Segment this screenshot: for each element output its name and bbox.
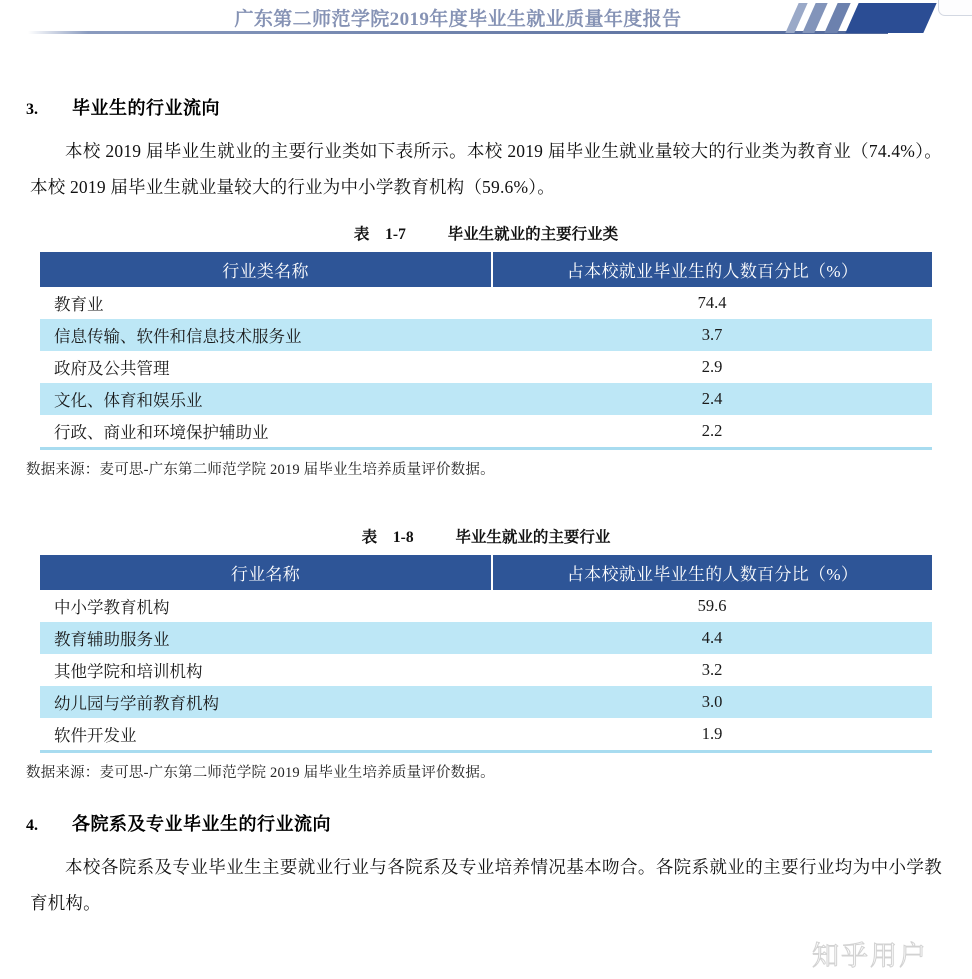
section-number-4: 4.	[26, 816, 38, 834]
table-1-8-r0-name: 中小学教育机构	[54, 597, 170, 617]
table-row	[40, 287, 932, 319]
table-1-7-caption	[0, 222, 972, 244]
page-running-header	[0, 0, 972, 46]
table-1-8-caption	[0, 525, 972, 547]
table-1-8-r0-value: 59.6	[697, 595, 727, 615]
table-1-7-caption-text: 毕业生就业的主要行业类	[447, 225, 619, 243]
table-row	[40, 351, 932, 383]
table-1-7-r1-value: 3.7	[492, 319, 932, 351]
table-1-7	[40, 252, 932, 450]
table-1-8-caption-text: 毕业生就业的主要行业	[455, 528, 611, 546]
watermark: 知乎用户	[812, 941, 928, 971]
table-1-8-caption-label: 表	[361, 528, 378, 546]
table-row	[40, 383, 932, 415]
section-4-paragraph: 本校各院系及专业毕业生主要就业行业与各院系及专业培养情况基本吻合。各院系就业的主要行业均为中小学教育机构。	[30, 856, 942, 913]
table-1-7-header-row	[40, 252, 932, 287]
table-1-7-r4-value: 2.2	[492, 415, 932, 449]
table-1-7-r2-value: 2.9	[701, 356, 723, 376]
table-1-7-col-percent: 占本校就业毕业生的人数百分比（%）	[492, 252, 932, 287]
table-1-8-r3-value: 3.0	[492, 686, 932, 718]
table-1-7-r3-value: 2.4	[492, 383, 932, 415]
table-row	[40, 415, 932, 449]
table-1-7-col-name: 行业类名称	[40, 252, 492, 287]
table-row	[40, 718, 932, 752]
table-1-7-r0-value: 74.4	[697, 292, 727, 312]
deco-block	[845, 3, 936, 33]
section-heading-4	[26, 810, 972, 836]
table-1-7-source-note: 数据来源：麦可思-广东第二师范学院 2019 届毕业生培养质量评价数据。	[26, 461, 495, 478]
section-title-3: 毕业生的行业流向	[72, 98, 220, 118]
table-1-7-r4-name: 行政、商业和环境保护辅助业	[40, 415, 492, 449]
table-1-7-r2-name: 政府及公共管理	[54, 358, 170, 378]
table-row	[40, 590, 932, 622]
table-row	[40, 654, 932, 686]
table-1-8-r1-value: 4.4	[492, 622, 932, 654]
deco-stripe-2	[802, 3, 827, 33]
document-body	[0, 46, 972, 922]
header-divider-rule	[28, 31, 888, 34]
table-1-7-r0-name: 教育业	[54, 294, 104, 314]
section-3-paragraph: 本校 2019 届毕业生就业的主要行业类如下表所示。本校 2019 届毕业生就业量较大的行业类为教育业（74.4%）。本校 2019 届毕业生就业量较大的行业为中小学教育机构（59.6%）。	[30, 141, 942, 197]
section-number-3: 3.	[26, 101, 38, 118]
table-1-8-r2-name: 其他学院和培训机构	[54, 661, 203, 681]
table-1-8-source-note: 数据来源：麦可思-广东第二师范学院 2019 届毕业生培养质量评价数据。	[26, 764, 495, 781]
report-title: 广东第二师范学院2019年度毕业生就业质量年度报告	[234, 9, 682, 30]
table-1-8-r3-name: 幼儿园与学前教育机构	[40, 686, 492, 718]
table-1-8-r2-value: 3.2	[701, 659, 723, 679]
table-row	[40, 319, 932, 351]
table-1-7-r1-name: 信息传输、软件和信息技术服务业	[40, 319, 492, 351]
table-1-8-header-row	[40, 555, 932, 590]
table-1-8-caption-number: 1-8	[392, 528, 414, 546]
table-1-7-caption-label: 表	[353, 225, 370, 243]
table-1-8-r4-value: 1.9	[492, 718, 932, 752]
table-1-8-r1-name: 教育辅助服务业	[40, 622, 492, 654]
table-1-8	[40, 555, 932, 753]
table-1-7-r3-name: 文化、体育和娱乐业	[40, 383, 492, 415]
table-row	[40, 622, 932, 654]
section-heading-3	[26, 94, 972, 120]
table-1-8-col-name: 行业名称	[40, 555, 492, 590]
section-title-4: 各院系及专业毕业生的行业流向	[72, 813, 331, 834]
table-1-8-r4-name: 软件开发业	[40, 718, 492, 752]
table-1-8-col-percent: 占本校就业毕业生的人数百分比（%）	[492, 555, 932, 590]
table-1-7-caption-number: 1-7	[385, 225, 406, 243]
table-row	[40, 686, 932, 718]
viewer-corner-chip[interactable]	[938, 0, 972, 16]
